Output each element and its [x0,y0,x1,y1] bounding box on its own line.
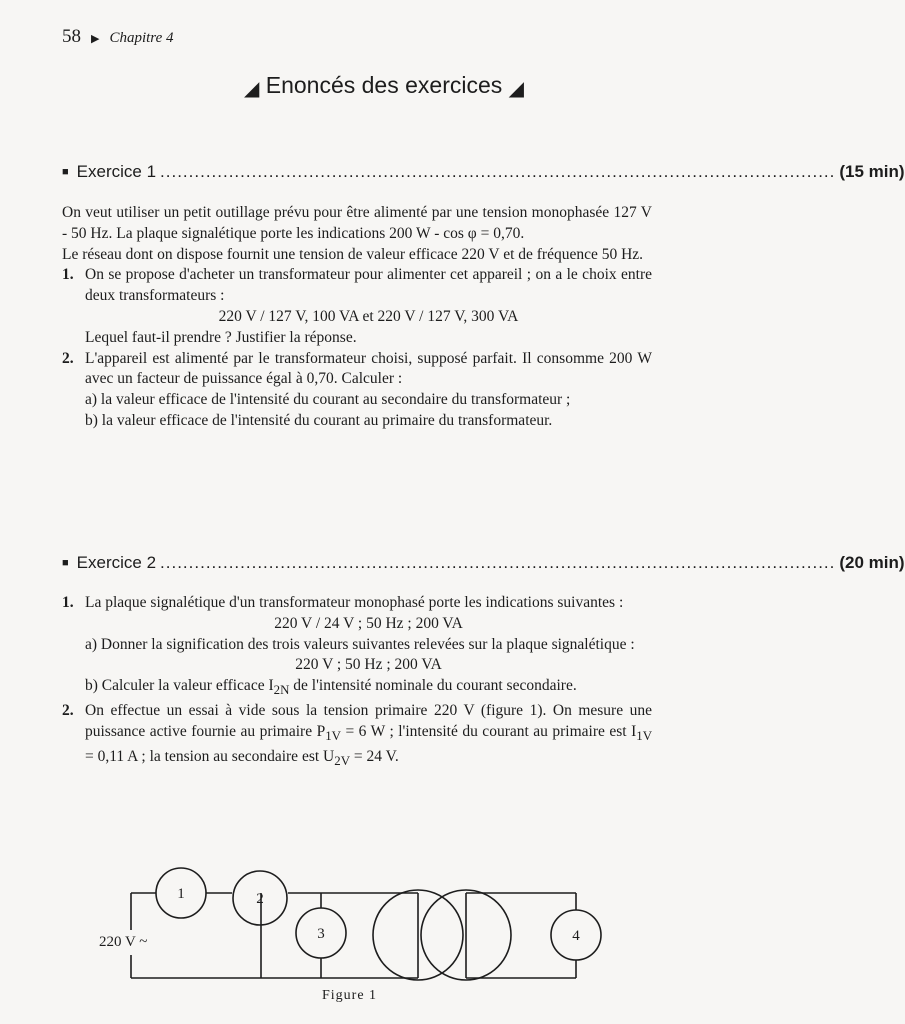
part-b-text-2: de l'intensité nominale du courant secondaire. [289,677,577,695]
section-title-text: Enoncés des exercices [265,72,503,98]
section-title [0,72,768,99]
exercise-2-question-2 [62,701,652,772]
question-number: 1. [62,266,74,284]
symbol-p: P [316,722,326,740]
rating-values-a: 220 V ; 50 Hz ; 200 VA [295,656,442,674]
question-text: L'appareil est alimenté par le transformateur choisi, supposé parfait. Il consomme 200 W avec un facteur de puissance égal à 0,70. Calculer : [85,349,652,388]
question-text [85,701,652,772]
triangle-right-icon: ◢ [508,78,525,100]
meter-1-label: 1 [177,886,185,902]
leader-dots: ...................................................................................................................... [160,162,836,181]
question-number: 2. [62,702,74,720]
exercise-1-time: (15 min) [839,162,905,181]
q2-text-4: = 24 V. [350,747,399,765]
question-part-a: a) Donner la signification des trois valeurs suivantes relevées sur la plaque signalétique : [85,635,635,653]
question-text: On se propose d'acheter un transformateur pour alimenter cet appareil ; on a le choix entre deux transformateurs : [85,266,652,305]
question-part-a: a) la valeur efficace de l'intensité du courant au secondaire du transformateur ; [85,391,571,409]
subscript-2v: 2V [334,752,351,768]
question-part-b: b) la valeur efficace de l'intensité du courant au primaire du transformateur. [85,411,553,429]
question-text: La plaque signalétique d'un transformateur monophasé porte les indications suivantes : [85,594,624,611]
circuit-diagram [96,860,616,990]
subscript-1v: 1V [325,727,341,743]
rating-values: 220 V / 24 V ; 50 Hz ; 200 VA [274,614,463,632]
subscript-1v: 1V [636,727,653,743]
triangle-left-icon: ◢ [243,78,260,100]
q2-text-3: = 0,11 A ; la tension au secondaire est [85,747,324,765]
transformer-choices: 220 V / 127 V, 100 VA et 220 V / 127 V, 300 VA [218,307,519,325]
exercise-1-heading [62,162,905,182]
square-bullet-icon: ■ [62,557,69,569]
source-label: 220 V ~ [99,934,148,950]
exercise-1-intro-1: On veut utiliser un petit outillage prévu pour être alimenté par une tension monophasée 127 V - 50 Hz. La plaque signalétique porte les indications 200 W - cos φ = 0,70. [62,204,652,242]
question-ask: Lequel faut-il prendre ? Justifier la réponse. [85,328,357,346]
symbol-i: I [631,722,637,740]
exercise-1-question-1 [62,265,652,348]
exercise-2-question-1 [62,593,652,701]
part-b-text-1: b) Calculer la valeur efficace [85,677,269,695]
meter-3-label: 3 [317,926,325,942]
exercise-1-name: Exercice 1 [76,162,157,181]
arrow-right-icon: ▶ [91,33,100,45]
exercise-1-body [62,203,652,432]
meter-2-label: 2 [256,891,264,907]
exercise-1-question-2 [62,349,652,432]
q2-text-2: = 6 W ; l'intensité du courant au primaire est [340,722,632,740]
exercise-2-body [62,593,652,772]
question-part-b [85,676,652,701]
symbol-i: I [268,677,274,695]
leader-dots: ...................................................................................................................... [160,553,836,572]
exercise-2-time: (20 min) [839,553,905,572]
page-number: 58 [62,26,81,47]
chapter-label: Chapitre 4 [109,30,174,46]
figure-caption: Figure 1 [322,988,378,1003]
question-number: 2. [62,349,74,367]
q2-text-1: On effectue un essai à vide sous la tension primaire 220 V (figure 1). On mesure une puissance active fournie au primaire [85,702,652,740]
running-header [62,26,174,48]
subscript-2n: 2N [273,682,290,698]
symbol-u: U [323,747,335,765]
exercise-2-heading [62,553,905,573]
exercise-1-intro-2: Le réseau dont on dispose fournit une tension de valeur efficace 220 V et de fréquence 50 Hz. [62,245,644,263]
exercise-2-name: Exercice 2 [76,553,157,572]
question-number: 1. [62,594,74,611]
square-bullet-icon: ■ [62,166,69,178]
meter-4-label: 4 [572,928,580,944]
